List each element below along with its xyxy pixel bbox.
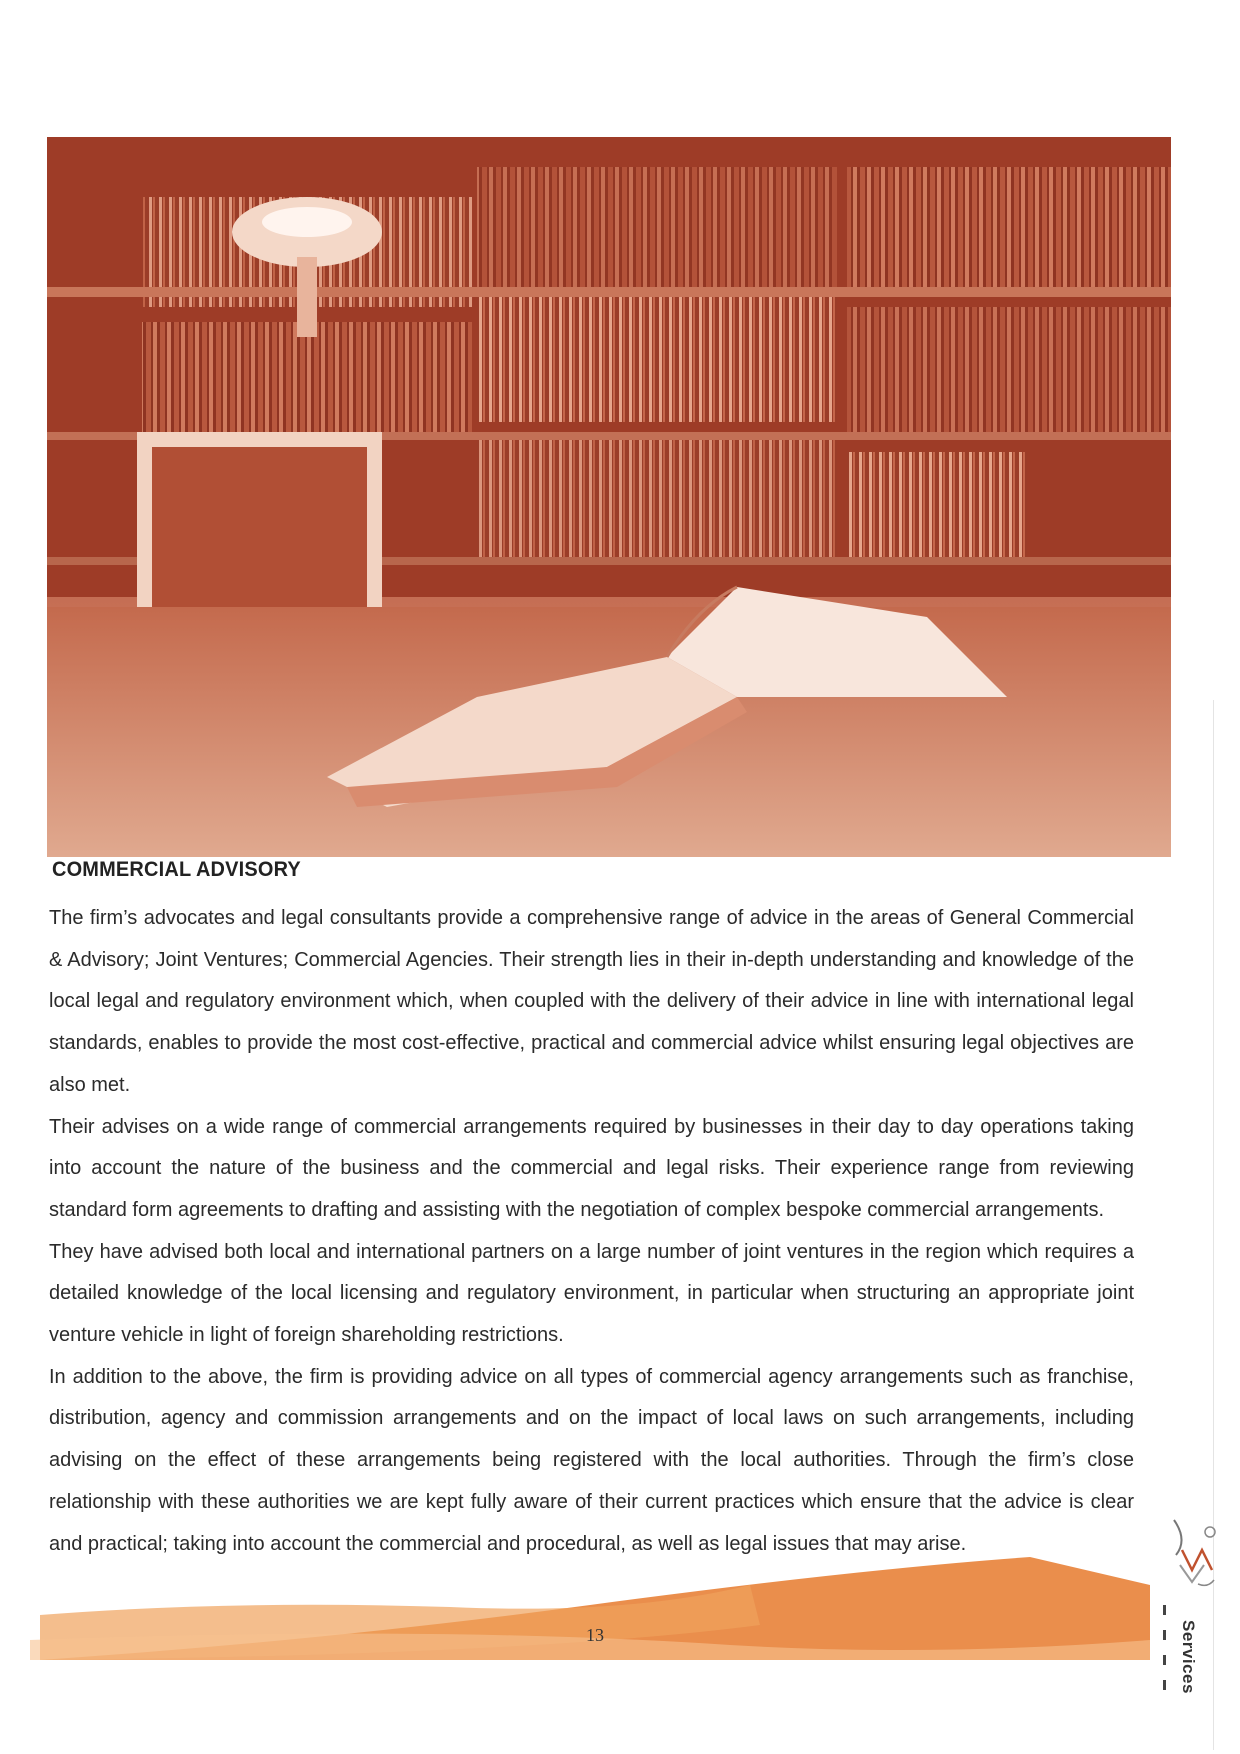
page-number: 13 — [586, 1625, 604, 1645]
tab-tick-marks — [1160, 1605, 1170, 1705]
paragraph: In addition to the above, the firm is providing advice on all types of commercial agency arrangements such as franchise, distribution, agency and commission arrangements and on the impact of local laws on such arrangements, including advising on the effect of these arrangements being registered with the local authorities. Through the firm’s close relationship with these authorities we are kept fully aware of their current practices which ensure that the advice is clear and practical; taking into account the commercial and procedural, as well as legal issues that may arise. — [49, 1365, 1134, 1555]
body-text — [49, 898, 1134, 1565]
library-illustration — [47, 137, 1171, 857]
paragraph: The firm’s advocates and legal consultants provide a comprehensive range of advice in the areas of General Commercial & Advisory; Joint Ventures; Commercial Agencies. Their strength lies in their in-depth understanding and knowledge of the local legal and regulatory environment which, when coupled with the delivery of their advice in line with international legal standards, enables to provide the most cost-effective, practical and commercial advice whilst ensuring legal objectives are also met. — [49, 907, 1134, 1096]
firm-logo-icon — [1168, 1510, 1220, 1590]
hero-image — [47, 137, 1171, 857]
paragraph: They have advised both local and international partners on a large number of joint ventures in the region which requires a detailed knowledge of the local licensing and regulatory environment, in particular when structuring an appropriate joint venture vehicle in light of foreign shareholding restrictions. — [49, 1240, 1134, 1347]
page-edge-divider — [1213, 700, 1214, 1750]
section-heading: COMMERCIAL ADVISORY — [52, 858, 301, 881]
paragraph: Their advises on a wide range of commercial arrangements required by businesses in their day to day operations taking into account the nature of the business and the commercial and legal risks. Their experience range from reviewing standard form agreements to drafting and assisting with the negotiation of complex bespoke commercial arrangements. — [49, 1115, 1134, 1221]
section-tab-label: Services — [1179, 1620, 1198, 1694]
